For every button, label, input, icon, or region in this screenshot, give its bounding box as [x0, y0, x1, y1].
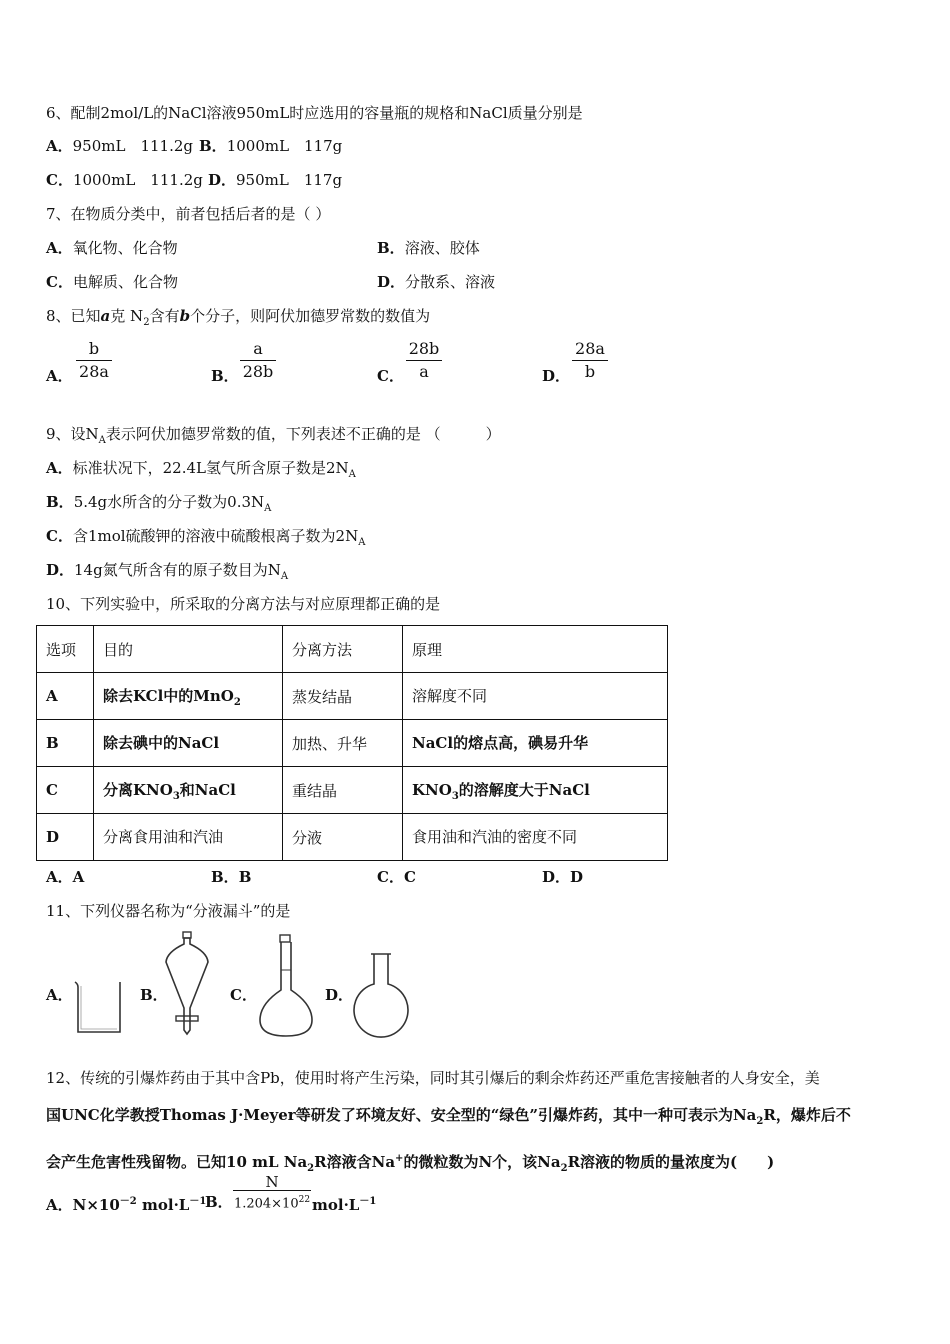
q7-option-a[interactable]: A．氧化物、化合物	[46, 239, 178, 257]
table-cell-principle: 食用油和汽油的密度不同	[403, 814, 668, 861]
q9-option-c[interactable]: C．含1mol硫酸钾的溶液中硫酸根离子数为$2N_A$	[46, 527, 366, 548]
volumetric-flask-icon	[256, 932, 316, 1040]
table-row	[37, 767, 668, 814]
q12-option-b-letter[interactable]: B．	[205, 1193, 233, 1211]
q10-option-a[interactable]: A．A	[46, 868, 85, 886]
table-cell-option: C	[37, 767, 94, 814]
table-cell-option: B	[37, 720, 94, 767]
q11-option-a[interactable]: A．	[46, 986, 73, 1004]
table-cell-goal: 除去碘中的NaCl	[94, 720, 283, 767]
q8-option-d-fraction: $\frac{28a}{b}$	[572, 338, 608, 383]
q8-option-c-fraction: $\frac{28b}{a}$	[406, 338, 442, 383]
table-row	[37, 814, 668, 861]
beaker-icon	[72, 978, 124, 1036]
separatory-funnel-icon	[162, 930, 212, 1040]
table-cell-principle: $KNO_3$的溶解度大于NaCl	[403, 767, 668, 814]
table-header-cell: 分离方法	[283, 626, 403, 673]
table-cell-goal: 分离$KNO_3$和NaCl	[94, 767, 283, 814]
q7-option-b[interactable]: B．溶液、胶体	[377, 239, 480, 257]
q12-line-3: 会产生危害性残留物。已知10 mL $Na_2R$溶液含Na+的微粒数为N个，该$Na_2R$溶液的物质的量浓度为( )	[46, 1153, 775, 1174]
table-cell-method: 加热、升华	[283, 720, 403, 767]
q8-option-c-letter[interactable]: C．	[377, 367, 404, 385]
q12-paragraph	[46, 1060, 908, 1187]
q8-option-d-letter[interactable]: D．	[542, 367, 571, 385]
q7-option-c[interactable]: C．电解质、化合物	[46, 273, 178, 291]
q6-option-b[interactable]: B．1000mL 117g	[199, 137, 343, 155]
table-cell-method: 重结晶	[283, 767, 403, 814]
table-row	[37, 720, 668, 767]
q10-table	[36, 625, 668, 861]
q12-option-b-unit: $mol\cdot L^{-1}$	[312, 1196, 377, 1214]
table-cell-goal: 除去KCl中的MnO$_2$	[94, 673, 283, 720]
q9-option-b[interactable]: B．5.4g水所含的分子数为$0.3N_A$	[46, 493, 272, 514]
q12-line-2: 国UNC化学教授Thomas J·Meyer等研发了环境友好、安全型的“绿色”引爆炸药，其中一种可表示为$Na_2R$，爆炸后不	[46, 1106, 851, 1127]
q6-option-a[interactable]: A．950mL 111.2g	[46, 137, 193, 155]
q9-option-d[interactable]: D．14g氮气所含有的原子数目为$N_A$	[46, 561, 289, 582]
q11-option-b[interactable]: B．	[140, 986, 168, 1004]
q9-option-a[interactable]: A．标准状况下，22.4L氢气所含原子数是$2N_A$	[46, 459, 356, 480]
table-header-cell: 原理	[403, 626, 668, 673]
q6-option-c[interactable]: C．1000mL 111.2g	[46, 171, 203, 189]
q6-option-d[interactable]: D．950mL 117g	[208, 171, 343, 189]
q11-stem: 11、下列仪器名称为“分液漏斗”的是	[46, 902, 291, 920]
q9-stem: 9、设$N_A$表示阿伏加德罗常数的值，下列表述不正确的是 （ ）	[46, 425, 501, 446]
q11-option-c[interactable]: C．	[230, 986, 257, 1004]
q8-option-b-fraction: $\frac{a}{28b}$	[240, 338, 276, 383]
table-header-row	[37, 626, 668, 673]
table-header-cell: 目的	[94, 626, 283, 673]
q12-option-a[interactable]: A．$N\times 10^{-2}$ $mol\cdot L^{-1}$	[46, 1196, 207, 1214]
q10-option-d[interactable]: D．D	[542, 868, 584, 886]
q12-option-b-fraction: $\frac{N}{1.204\times 10^{22}}$	[233, 1173, 311, 1212]
table-cell-option: D	[37, 814, 94, 861]
q8-option-a-fraction: $\frac{b}{28a}$	[76, 338, 112, 383]
q10-stem: 10、下列实验中，所采取的分离方法与对应原理都正确的是	[46, 595, 441, 613]
q10-option-b[interactable]: B．B	[211, 868, 252, 886]
table-cell-principle: 溶解度不同	[403, 673, 668, 720]
table-cell-principle: NaCl的熔点高，碘易升华	[403, 720, 668, 767]
q10-option-c[interactable]: C．C	[377, 868, 416, 886]
q8-option-a-letter[interactable]: A．	[46, 367, 73, 385]
q6-stem: 6、配制2mol/L的NaCl溶液950mL时应选用的容量瓶的规格和NaCl质量分别是	[46, 104, 583, 122]
table-cell-method: 分液	[283, 814, 403, 861]
q7-option-d[interactable]: D．分散系、溶液	[377, 273, 496, 291]
table-row	[37, 673, 668, 720]
q11-option-d[interactable]: D．	[325, 986, 354, 1004]
q8-option-b-letter[interactable]: B．	[211, 367, 239, 385]
table-header-cell: 选项	[37, 626, 94, 673]
table-cell-option: A	[37, 673, 94, 720]
table-cell-method: 蒸发结晶	[283, 673, 403, 720]
q7-stem: 7、在物质分类中，前者包括后者的是（ ）	[46, 205, 331, 223]
q12-line-1: 12、传统的引爆炸药由于其中含Pb，使用时将产生污染，同时其引爆后的剩余炸药还严重危害接触者的人身安全，美	[46, 1069, 820, 1087]
table-cell-goal: 分离食用油和汽油	[94, 814, 283, 861]
round-bottom-flask-icon	[350, 950, 412, 1040]
q8-stem: 8、已知a克 $N_2$含有b个分子，则阿伏加德罗常数的数值为	[46, 307, 431, 328]
